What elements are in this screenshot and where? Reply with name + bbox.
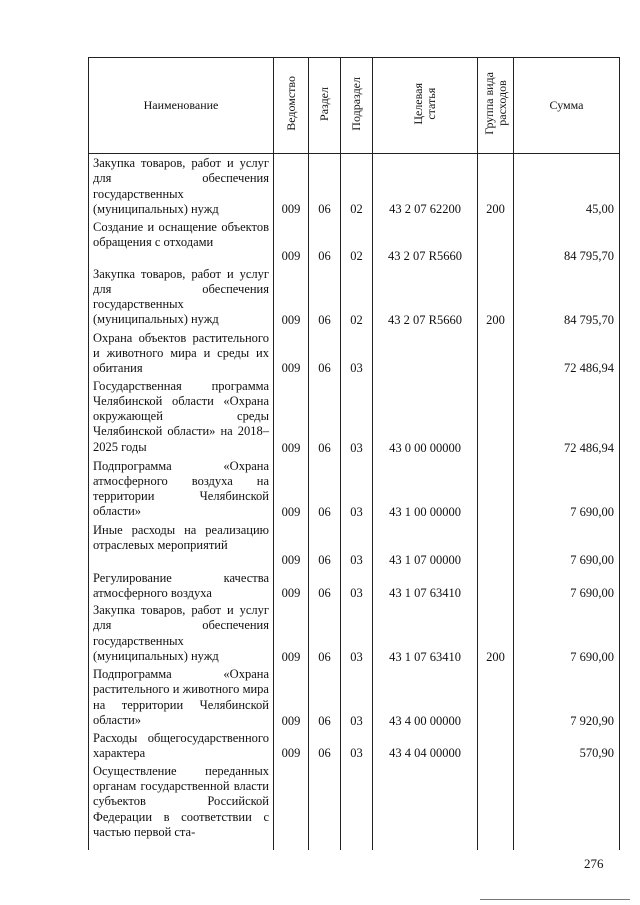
row-sum: 7 690,00 <box>514 457 620 521</box>
row-expense-group <box>478 762 514 850</box>
row-section <box>309 762 341 850</box>
row-subsection: 02 <box>341 218 373 265</box>
row-sum: 45,00 <box>514 154 620 218</box>
row-section: 06 <box>309 265 341 329</box>
row-expense-group: 200 <box>478 601 514 665</box>
page-number: 276 <box>584 856 604 871</box>
row-target <box>373 762 478 850</box>
row-sum: 84 795,70 <box>514 265 620 329</box>
table-row <box>89 521 620 569</box>
row-section: 06 <box>309 329 341 377</box>
table-row <box>89 154 620 218</box>
row-sum: 7 690,00 <box>514 521 620 569</box>
table-row <box>89 665 620 729</box>
row-section: 06 <box>309 665 341 729</box>
row-expense-group <box>478 569 514 602</box>
header-sum: Сумма <box>514 58 620 154</box>
row-target: 43 1 07 63410 <box>373 601 478 665</box>
row-target: 43 1 00 00000 <box>373 457 478 521</box>
row-name: Подпрограмма «Охрана атмосферного воздуха на территории Челябинской области» <box>89 457 274 521</box>
row-department: 009 <box>274 569 309 602</box>
row-section: 06 <box>309 521 341 569</box>
row-sum: 7 920,90 <box>514 665 620 729</box>
row-target: 43 1 07 00000 <box>373 521 478 569</box>
row-expense-group <box>478 457 514 521</box>
row-target <box>373 329 478 377</box>
table-header-row <box>89 58 620 154</box>
row-target: 43 0 00 00000 <box>373 377 478 457</box>
header-subsection: Подраздел <box>341 58 373 154</box>
row-expense-group <box>478 729 514 762</box>
row-target: 43 4 00 00000 <box>373 665 478 729</box>
row-subsection: 03 <box>341 457 373 521</box>
row-subsection: 02 <box>341 154 373 218</box>
row-sum: 570,90 <box>514 729 620 762</box>
table-row <box>89 762 620 850</box>
header-name: Наименование <box>89 58 274 154</box>
table-row <box>89 729 620 762</box>
row-section: 06 <box>309 154 341 218</box>
row-name: Закупка товаров, работ и услуг для обеспечения государственных (муниципальных) нужд <box>89 265 274 329</box>
row-department: 009 <box>274 521 309 569</box>
row-section: 06 <box>309 729 341 762</box>
row-subsection: 03 <box>341 665 373 729</box>
row-department: 009 <box>274 265 309 329</box>
row-subsection: 03 <box>341 601 373 665</box>
row-expense-group: 200 <box>478 265 514 329</box>
row-department: 009 <box>274 729 309 762</box>
table-row <box>89 265 620 329</box>
row-expense-group <box>478 377 514 457</box>
row-subsection: 03 <box>341 729 373 762</box>
row-target: 43 1 07 63410 <box>373 569 478 602</box>
row-name: Государственная программа Челябинской области «Охрана окружающей среды Челябинской области» на 2018–2025 годы <box>89 377 274 457</box>
row-name: Охрана объектов растительного и животного мира и среды их обитания <box>89 329 274 377</box>
header-expense-group: Группа вида расходов <box>478 58 514 154</box>
footer-divider <box>480 899 630 900</box>
row-sum: 84 795,70 <box>514 218 620 265</box>
table-row <box>89 377 620 457</box>
row-name: Осуществление переданных органам государственной власти субъектов Российской Федерации в соответствии с частью первой ста- <box>89 762 274 850</box>
row-target: 43 2 07 R5660 <box>373 218 478 265</box>
header-department: Ведомство <box>274 58 309 154</box>
header-section: Раздел <box>309 58 341 154</box>
row-department: 009 <box>274 154 309 218</box>
row-name: Регулирование качества атмосферного воздуха <box>89 569 274 602</box>
header-target: Целевая статья <box>373 58 478 154</box>
table-row <box>89 218 620 265</box>
row-section: 06 <box>309 569 341 602</box>
row-subsection <box>341 762 373 850</box>
row-target: 43 2 07 62200 <box>373 154 478 218</box>
row-name: Закупка товаров, работ и услуг для обеспечения государственных (муниципальных) нужд <box>89 601 274 665</box>
row-expense-group <box>478 218 514 265</box>
row-department: 009 <box>274 329 309 377</box>
row-sum: 7 690,00 <box>514 569 620 602</box>
table-row <box>89 457 620 521</box>
row-department: 009 <box>274 601 309 665</box>
row-name: Расходы общегосударственного характера <box>89 729 274 762</box>
row-target: 43 4 04 00000 <box>373 729 478 762</box>
row-subsection: 03 <box>341 377 373 457</box>
row-expense-group <box>478 521 514 569</box>
row-sum: 72 486,94 <box>514 377 620 457</box>
row-sum <box>514 762 620 850</box>
row-section: 06 <box>309 601 341 665</box>
row-section: 06 <box>309 218 341 265</box>
row-subsection: 02 <box>341 265 373 329</box>
row-department <box>274 762 309 850</box>
row-name: Закупка товаров, работ и услуг для обеспечения государственных (муниципальных) нужд <box>89 154 274 218</box>
row-name: Создание и оснащение объектов обращения с отходами <box>89 218 274 265</box>
row-sum: 7 690,00 <box>514 601 620 665</box>
row-expense-group <box>478 665 514 729</box>
table-row <box>89 601 620 665</box>
row-department: 009 <box>274 218 309 265</box>
row-department: 009 <box>274 457 309 521</box>
row-name: Подпрограмма «Охрана растительного и животного мира на территории Челябинской области» <box>89 665 274 729</box>
row-expense-group: 200 <box>478 154 514 218</box>
row-name: Иные расходы на реализацию отраслевых мероприятий <box>89 521 274 569</box>
row-sum: 72 486,94 <box>514 329 620 377</box>
row-subsection: 03 <box>341 329 373 377</box>
row-subsection: 03 <box>341 569 373 602</box>
table-row <box>89 569 620 602</box>
row-section: 06 <box>309 457 341 521</box>
row-target: 43 2 07 R5660 <box>373 265 478 329</box>
row-department: 009 <box>274 377 309 457</box>
row-section: 06 <box>309 377 341 457</box>
table-row <box>89 329 620 377</box>
budget-table <box>88 57 620 850</box>
row-subsection: 03 <box>341 521 373 569</box>
row-expense-group <box>478 329 514 377</box>
row-department: 009 <box>274 665 309 729</box>
